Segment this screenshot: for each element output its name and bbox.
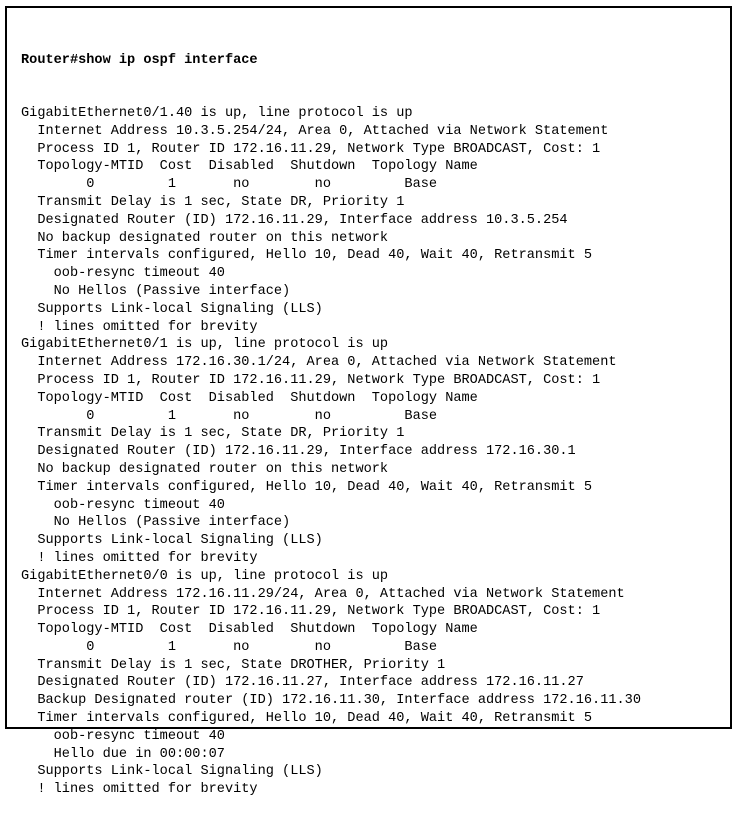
output-lines <box>21 105 730 799</box>
terminal-output-panel <box>5 6 732 798</box>
output-line: Designated Router (ID) 172.16.11.29, Interface address 172.16.30.1 <box>21 444 576 460</box>
console-text <box>21 16 730 835</box>
output-line: No Hellos (Passive interface) <box>21 515 291 531</box>
output-line: Topology-MTID Cost Disabled Shutdown Topology Name <box>21 159 478 175</box>
output-line: 0 1 no no Base <box>21 408 438 424</box>
output-line: Process ID 1, Router ID 172.16.11.29, Network Type BROADCAST, Cost: 1 <box>21 141 601 157</box>
output-line: No backup designated router on this network <box>21 230 389 246</box>
output-line: Timer intervals configured, Hello 10, Dead 40, Wait 40, Retransmit 5 <box>21 711 593 727</box>
output-line: Supports Link-local Signaling (LLS) <box>21 301 323 317</box>
output-line: No backup designated router on this network <box>21 461 389 477</box>
output-line: Hello due in 00:00:07 <box>21 746 225 762</box>
output-line: ! lines omitted for brevity <box>21 550 258 566</box>
output-line: oob-resync timeout 40 <box>21 266 225 282</box>
output-line: Process ID 1, Router ID 172.16.11.29, Network Type BROADCAST, Cost: 1 <box>21 604 601 620</box>
output-line: Designated Router (ID) 172.16.11.29, Interface address 10.3.5.254 <box>21 212 568 228</box>
output-line: oob-resync timeout 40 <box>21 728 225 744</box>
output-line: Transmit Delay is 1 sec, State DROTHER, Priority 1 <box>21 657 446 673</box>
output-line: Internet Address 10.3.5.254/24, Area 0, Attached via Network Statement <box>21 123 609 139</box>
output-line: GigabitEthernet0/1.40 is up, line protocol is up <box>21 105 413 121</box>
output-line: 0 1 no no Base <box>21 639 438 655</box>
output-line: oob-resync timeout 40 <box>21 497 225 513</box>
output-line: Backup Designated router (ID) 172.16.11.30, Interface address 172.16.11.30 <box>21 693 641 709</box>
output-line: Supports Link-local Signaling (LLS) <box>21 764 323 780</box>
output-line: Topology-MTID Cost Disabled Shutdown Topology Name <box>21 390 478 406</box>
output-line: ! lines omitted for brevity <box>21 782 258 798</box>
output-line: Internet Address 172.16.11.29/24, Area 0, Attached via Network Statement <box>21 586 625 602</box>
output-line: Designated Router (ID) 172.16.11.27, Interface address 172.16.11.27 <box>21 675 584 691</box>
output-line: Transmit Delay is 1 sec, State DR, Priority 1 <box>21 426 405 442</box>
output-line: Timer intervals configured, Hello 10, Dead 40, Wait 40, Retransmit 5 <box>21 248 593 264</box>
output-line: Supports Link-local Signaling (LLS) <box>21 533 323 549</box>
output-line: ! lines omitted for brevity <box>21 319 258 335</box>
output-line: Topology-MTID Cost Disabled Shutdown Topology Name <box>21 622 478 638</box>
output-line: Process ID 1, Router ID 172.16.11.29, Network Type BROADCAST, Cost: 1 <box>21 372 601 388</box>
output-line: Transmit Delay is 1 sec, State DR, Priority 1 <box>21 194 405 210</box>
output-line: Internet Address 172.16.30.1/24, Area 0, Attached via Network Statement <box>21 355 617 371</box>
output-line: 0 1 no no Base <box>21 177 438 193</box>
command-line: Router#show ip ospf interface <box>21 52 258 68</box>
output-line: GigabitEthernet0/1 is up, line protocol is up <box>21 337 389 353</box>
output-line: No Hellos (Passive interface) <box>21 283 291 299</box>
output-line: Timer intervals configured, Hello 10, Dead 40, Wait 40, Retransmit 5 <box>21 479 593 495</box>
output-line: GigabitEthernet0/0 is up, line protocol is up <box>21 568 389 584</box>
